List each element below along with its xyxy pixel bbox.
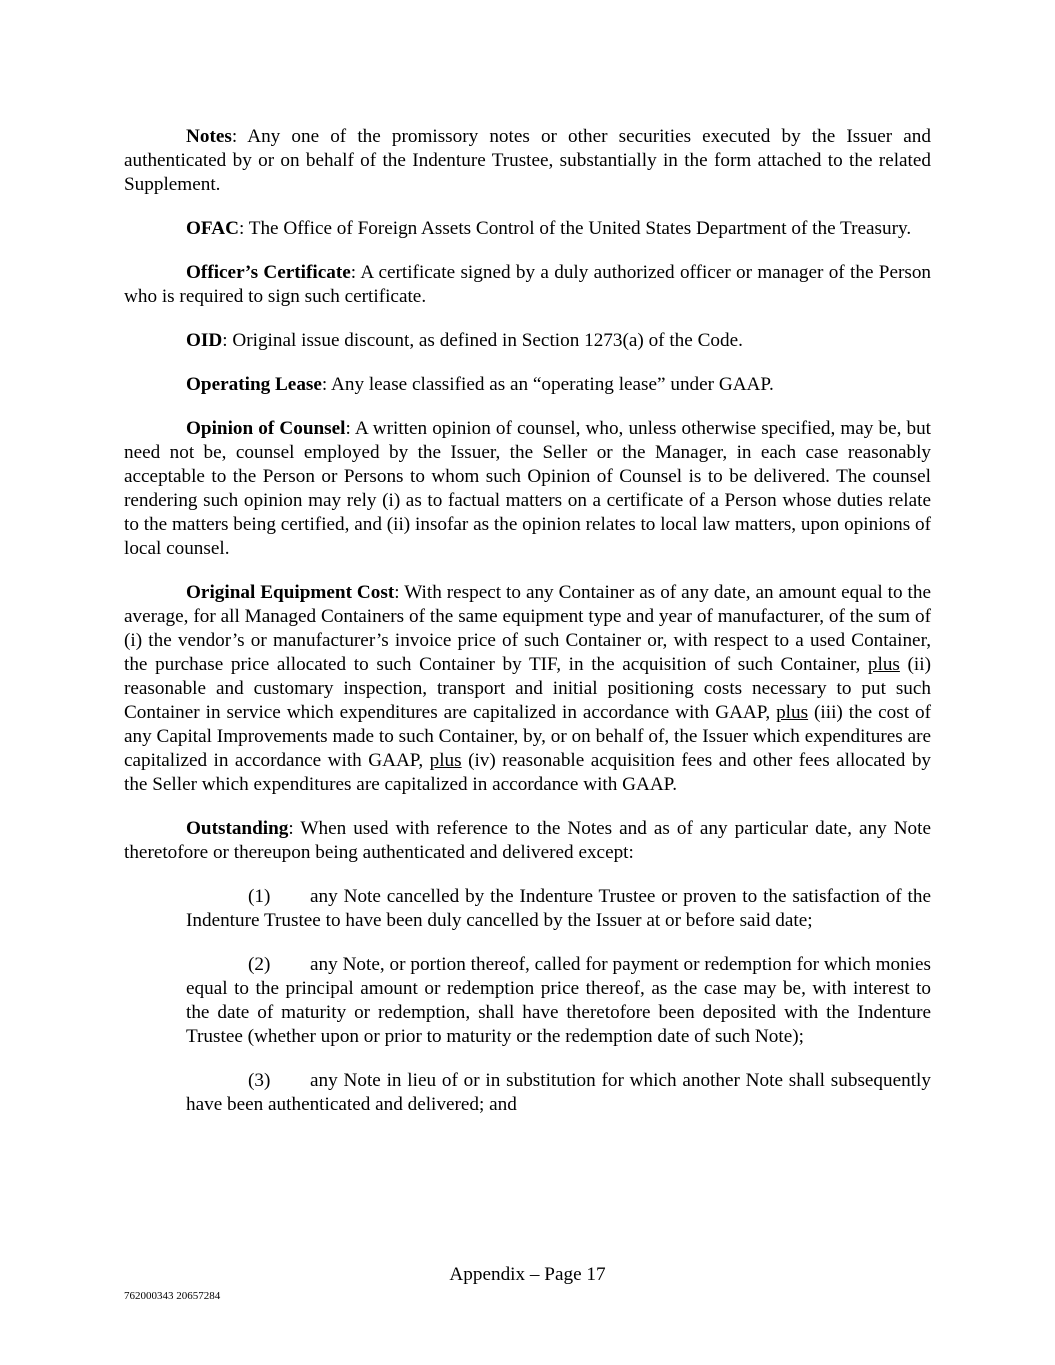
definition-text: When used with reference to the Notes and as of any particular date, any Note theretofore or thereupon being authenticated and delivered except: [124, 818, 931, 863]
definition-ofac: OFAC: The Office of Foreign Assets Control of the United States Department of the Treasury. [186, 218, 912, 239]
item-text: any Note in lieu of or in substitution for which another Note shall subsequently have been authenticated and delivered; and [186, 1070, 931, 1115]
defined-term: Outstanding [186, 818, 289, 839]
definition-text: (iii) the cost of any Capital Improvements made to such Container, by, or on behalf of, the Issuer which expenditures are capitalized in accordance with GAAP, [124, 702, 931, 771]
plus-underlined: plus [429, 750, 462, 771]
page-body [124, 125, 931, 1137]
outstanding-item-1 [186, 885, 931, 933]
definition-text: Original issue discount, as defined in Section 1273(a) of the Code. [227, 330, 743, 351]
defined-term: Notes [186, 126, 232, 147]
definition-text: With respect to any Container as of any date, an amount equal to the average, for all Managed Containers of the same equipment type and year of manufacturer, of the sum of (i) the vendor’s or manufacturer’s invoice price of such Container or, with respect to a used Container, the purchase price allocated to such Container by TIF, in the acquisition of such Container, [124, 582, 931, 675]
item-number: (2) [248, 954, 271, 975]
definition-text: (ii) reasonable and customary inspection, transport and initial positioning costs necessary to put such Container in service which expenditures are capitalized in accordance with GAAP, [124, 654, 931, 723]
defined-term: OID [186, 330, 223, 351]
definition-notes: Notes: Any one of the promissory notes or other securities executed by the Issuer and authenticated by or on behalf of the Indenture Trustee, substantially in the form attached to the related Supplement. [124, 126, 931, 195]
definition-officers-certificate: Officer’s Certificate: A certificate signed by a duly authorized officer or manager of the Person who is required to sign such certificate. [124, 262, 932, 307]
plus-underlined: plus [867, 654, 900, 675]
definition-text: (iv) reasonable acquisition fees and other fees allocated by the Seller which expenditures are capitalized in accordance with GAAP. [124, 750, 932, 795]
definition-operating-lease: Operating Lease: Any lease classified as an “operating lease” under GAAP. [186, 374, 774, 395]
definition-text: A written opinion of counsel, who, unless otherwise specified, may be, but need not be, counsel employed by the Issuer, the Seller or the Manager, in each case reasonably acceptable to the Person or Persons to whom such Opinion of Counsel is to be delivered. The counsel rendering such opinion may rely (i) as to factual matters on a certificate of a Person whose duties relate to the matters being certified, and (ii) insofar as the opinion relates to local law matters, upon opinions of local counsel. [124, 418, 931, 559]
item-text: any Note, or portion thereof, called for payment or redemption for which monies equal to the principal amount or redemption price thereof, as the case may be, with interest to the date of maturity or redemption, shall have theretofore been deposited with the Indenture Trustee (whether upon or prior to maturity or the redemption date of such Note); [186, 954, 931, 1047]
definition-outstanding: Outstanding: When used with reference to the Notes and as of any particular date, any Note theretofore or thereupon being authenticated and delivered except: [124, 818, 931, 863]
item-number: (1) [248, 886, 271, 907]
definition-opinion-of-counsel: Opinion of Counsel: A written opinion of counsel, who, unless otherwise specified, may be, but need not be, counsel employed by the Issuer, the Seller or the Manager, in each case reasonably acceptable to the Person or Persons to whom such Opinion of Counsel is to be delivered. The counsel rendering such opinion may rely (i) as to factual matters on a certificate of a Person whose duties relate to the matters being certified, and (ii) insofar as the opinion relates to local law matters, upon opinions of local counsel. [124, 418, 931, 559]
outstanding-item-2 [186, 953, 931, 1049]
defined-term: Officer’s Certificate [186, 262, 351, 283]
definition-text: The Office of Foreign Assets Control of the United States Department of the Treasury. [244, 218, 912, 239]
definition-oid: OID: Original issue discount, as defined in Section 1273(a) of the Code. [186, 330, 743, 351]
plus-underlined: plus [776, 702, 809, 723]
definition-original-equipment-cost: Original Equipment Cost: With respect to any Container as of any date, an amount equal to the average, for all Managed Containers of the same equipment type and year of manufacturer, of the sum of (i) the vendor’s or manufacturer’s invoice price of such Container or, with respect to a used Container, the purchase price allocated to such Container by TIF, in the acquisition of such Container, plus (ii) reasonable and customary inspection, transport and initial positioning costs necessary to put such Container in service which expenditures are capitalized in accordance with GAAP, plus (iii) the cost of any Capital Improvements made to such Container, by, or on behalf of, the Issuer which expenditures are capitalized in accordance with GAAP, plus (iv) reasonable acquisition fees and other fees allocated by the Seller which expenditures are capitalized in accordance with GAAP. [124, 582, 932, 795]
defined-term: Original Equipment Cost [186, 582, 395, 603]
item-number: (3) [248, 1070, 271, 1091]
defined-term: OFAC [186, 218, 239, 239]
definition-text: Any lease classified as an “operating lease” under GAAP. [327, 374, 774, 395]
item-text: any Note cancelled by the Indenture Trustee or proven to the satisfaction of the Indenture Trustee to have been duly cancelled by the Issuer at or before said date; [186, 886, 931, 931]
defined-term: Opinion of Counsel [186, 418, 346, 439]
definition-text: Any one of the promissory notes or other securities executed by the Issuer and authenticated by or on behalf of the Indenture Trustee, substantially in the form attached to the related Supplement. [124, 126, 931, 195]
defined-term: Operating Lease [186, 374, 322, 395]
definition-text: A certificate signed by a duly authorized officer or manager of the Person who is required to sign such certificate. [124, 262, 932, 307]
document-id: 762000343 20657284 [124, 1290, 221, 1302]
outstanding-item-3 [186, 1069, 931, 1117]
page-footer-label: Appendix – Page 17 [449, 1264, 606, 1285]
